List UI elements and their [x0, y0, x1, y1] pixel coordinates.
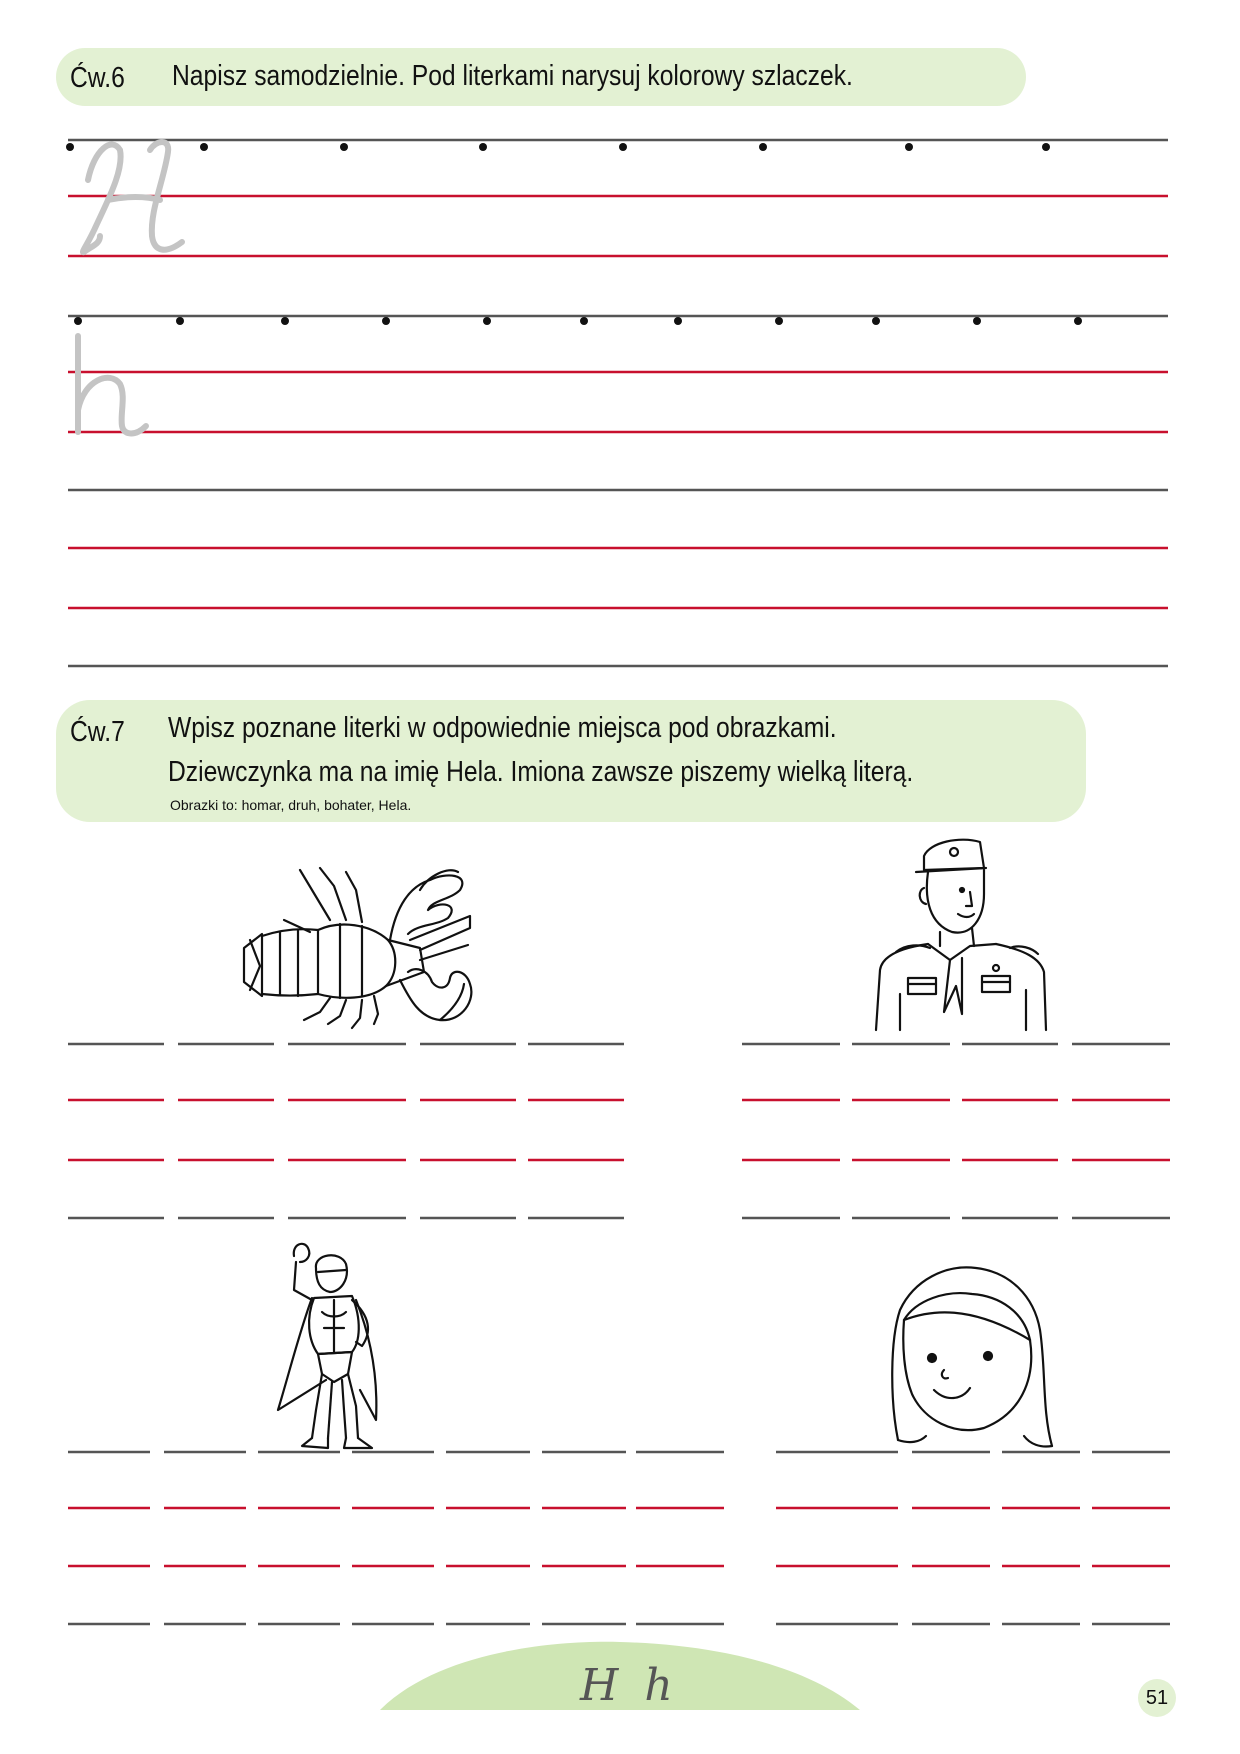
footer-letters: H h	[580, 1660, 679, 1711]
trace-letter-lowercase-h	[78, 336, 146, 434]
girl-picture	[892, 1267, 1052, 1446]
page-number: 51	[1138, 1679, 1176, 1717]
dot-guide-row-1	[66, 143, 1050, 151]
exercise-6-writing-area[interactable]	[68, 140, 1168, 666]
superhero-picture	[278, 1244, 376, 1448]
answer-lines-hela[interactable]	[776, 1452, 1170, 1624]
exercise-7-label: Ćw.7	[70, 716, 125, 748]
answer-lines-homar[interactable]	[68, 1044, 624, 1218]
dot-guide-row-2	[74, 317, 1082, 325]
answer-lines-druh[interactable]	[742, 1044, 1170, 1218]
exercise-6-label: Ćw.6	[70, 62, 125, 94]
exercise-6-instruction: Napisz samodzielnie. Pod literkami narysuj kolorowy szlaczek.	[172, 60, 853, 92]
exercise-7-instruction-2: Dziewczynka ma na imię Hela. Imiona zawsze piszemy wielką literą.	[168, 756, 914, 788]
scout-picture	[876, 840, 1046, 1030]
exercise-7-note: Obrazki to: homar, druh, bohater, Hela.	[170, 797, 412, 813]
answer-lines-bohater[interactable]	[68, 1452, 724, 1624]
exercise-7-instruction-1: Wpisz poznane literki w odpowiednie miejsca pod obrazkami.	[168, 712, 837, 744]
lobster-picture	[244, 868, 471, 1028]
